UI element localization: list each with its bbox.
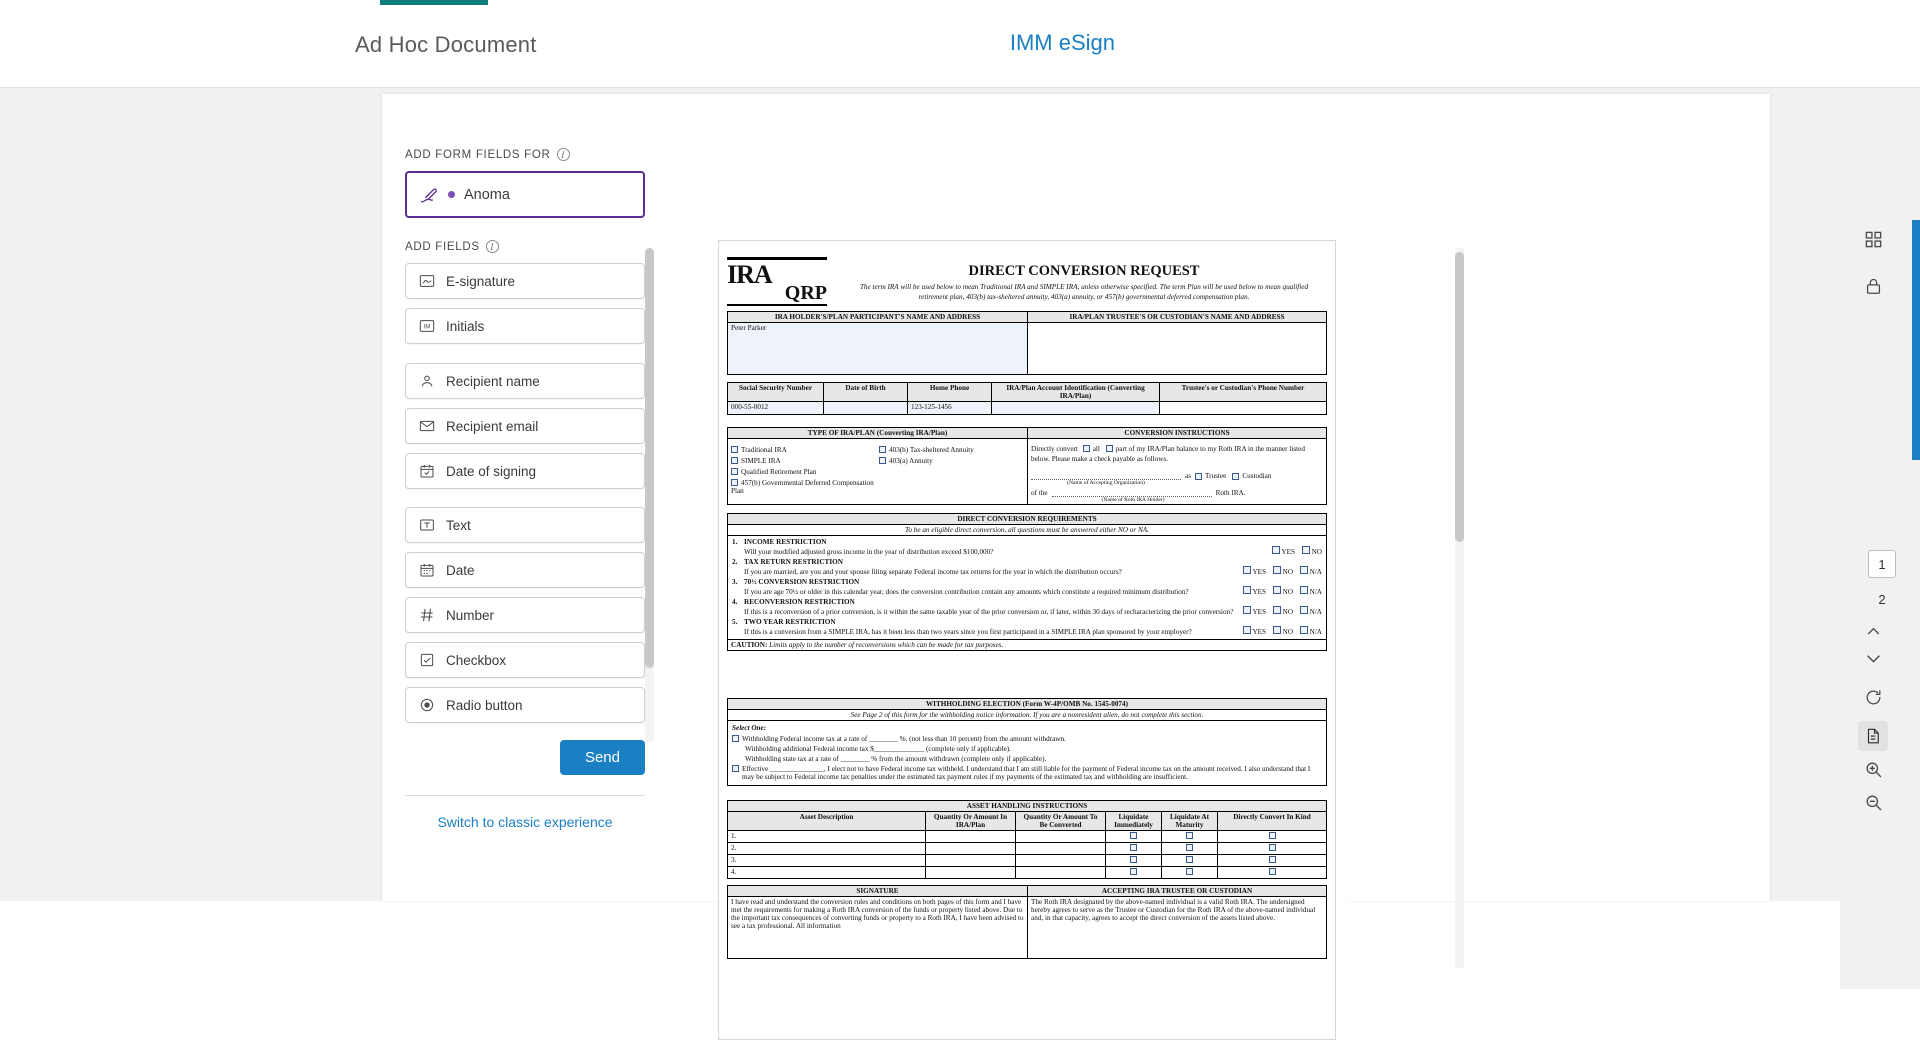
conversion-instructions-cell [1028, 439, 1327, 505]
req-title-5: TWO YEAR RESTRICTION [744, 618, 836, 626]
requirements-table [727, 513, 1327, 651]
envelope-icon [418, 418, 435, 435]
requirements-list-cell [728, 536, 1327, 640]
trustee-name-value[interactable] [1028, 323, 1327, 375]
dob-header: Date of Birth [824, 383, 908, 402]
field-number[interactable] [405, 597, 645, 633]
requirement-item [732, 618, 1322, 636]
checkbox-req2-no[interactable] [1273, 566, 1281, 574]
text-box-icon [418, 517, 435, 534]
req-title-1: INCOME RESTRICTION [744, 538, 827, 546]
form-note: The term IRA will be used below to mean Traditional IRA and SIMPLE IRA, unless otherwise specified. The term Plan will be used below to mean qualified retirement plan, 403(b) tax-sheltered annuity, 403(a) annuity, or 457(b) governmental deferred compensation plan. [859, 283, 1309, 301]
home-phone-value[interactable]: 123-125-1456 [908, 402, 992, 415]
signature-icon [418, 273, 435, 290]
asset-qty-3[interactable] [926, 867, 1016, 879]
checkbox-req5-no[interactable] [1273, 626, 1281, 634]
field-esignature-label: E-signature [446, 273, 516, 289]
add-form-fields-for-label [405, 148, 645, 161]
trustee-phone-header: Trustee's or Custodian's Phone Number [1160, 383, 1327, 402]
home-phone-header: Home Phone [908, 383, 992, 402]
roth-holder-input[interactable] [1052, 488, 1212, 497]
ssn-value[interactable]: 000-55-0012 [728, 402, 824, 415]
conversion-roth-label: Roth IRA. [1215, 488, 1246, 497]
asset-liq-mat-3[interactable] [1162, 867, 1218, 879]
req-title-3: 70½ CONVERSION RESTRICTION [744, 578, 860, 586]
checkbox-convert-all[interactable] [1083, 445, 1090, 452]
conversion-text-a: Directly convert [1031, 445, 1078, 453]
req-text-1: Will your modified adjusted gross income in the year of distribution exceed $100,000? [744, 548, 994, 556]
asset-col-0: Asset Description [728, 812, 926, 831]
trustee-header: IRA/PLAN TRUSTEE'S OR CUSTODIAN'S NAME AND ADDRESS [1028, 312, 1327, 323]
requirements-sub: To be an eligible direct conversion, all questions must be answered either NO or NA. [728, 525, 1327, 536]
viewer-scrollbar[interactable] [1455, 248, 1464, 968]
checkbox-icon [418, 652, 435, 669]
accepting-text: The Roth IRA designated by the above-named individual is a valid Roth IRA. The undersigned hereby agrees to serve as the Trustee or Custodian for the Roth IRA of the above-named individual and, in that capacity, agrees to accept the direct conversion of the assets listed above. [1028, 897, 1327, 959]
asset-conv-0[interactable] [1016, 831, 1106, 843]
conversion-header: CONVERSION INSTRUCTIONS [1028, 428, 1327, 439]
asset-liq-mat-2[interactable] [1162, 855, 1218, 867]
asset-handling-table [727, 800, 1327, 879]
asset-header: ASSET HANDLING INSTRUCTIONS [728, 801, 1327, 812]
req-num-3: 3. [732, 578, 738, 586]
add-fields-text: ADD FIELDS [405, 240, 480, 253]
req1-yes-label: YES [1281, 548, 1296, 556]
asset-conv-3[interactable] [1016, 867, 1106, 879]
asset-col-5: Directly Convert In Kind [1218, 812, 1327, 831]
checkbox-req1-no[interactable] [1302, 546, 1310, 554]
req4-no-label: NO [1282, 608, 1294, 616]
req-num-1: 1. [732, 538, 738, 546]
req3-na-label: N/A [1309, 588, 1322, 596]
withholding-option-3: Effective _______________, I elect not to have Federal income tax withheld. I understand that I am still liable for the payment of Federal income tax on the amount received. I also understand that I may be subject to Federal income tax penalties under the estimated tax payment rules if my payments of the estimated tax and withholding are insufficient. [742, 765, 1311, 781]
withholding-options-cell [728, 721, 1327, 786]
viewer-scrollbar-thumb[interactable] [1455, 252, 1464, 542]
zoom-in-icon[interactable] [1858, 754, 1888, 784]
panel-scrollbar-thumb[interactable] [645, 248, 654, 668]
table-row [728, 867, 1327, 879]
form-title: DIRECT CONVERSION REQUEST [968, 263, 1200, 279]
type-option-r0: 403(b) Tax-sheltered Annuity [889, 446, 974, 454]
workspace [0, 88, 1920, 930]
field-recipient-name-label: Recipient name [446, 373, 540, 389]
identification-table [727, 382, 1327, 415]
asset-in-kind-3[interactable] [1218, 867, 1327, 879]
asset-qty-0[interactable] [926, 831, 1016, 843]
signature-text: I have read and understand the conversion rules and conditions on both pages of this form and I have met the requirements for making a Roth IRA conversion of the funds or property listed above. Due to the important tax consequences of converting funds or property to a Roth IRA, I have been advised to see a tax professional. All information [728, 897, 1028, 959]
field-initials-label: Initials [446, 318, 485, 334]
req-num-4: 4. [732, 598, 738, 606]
zoom-out-icon[interactable] [1858, 787, 1888, 817]
conversion-of-the-label: of the [1031, 488, 1048, 497]
initials-icon [418, 318, 435, 335]
page-number-1[interactable]: 1 [1868, 550, 1896, 578]
asset-row-label-2: 3. [728, 855, 926, 867]
requirement-item [732, 578, 1322, 596]
asset-liq-mat-1[interactable] [1162, 843, 1218, 855]
checkbox-qrp[interactable] [731, 468, 738, 475]
field-text-label: Text [446, 517, 471, 533]
table-row [728, 855, 1327, 867]
accepting-org-input[interactable] [1031, 471, 1181, 480]
req-text-5: If this is a conversion from a SIMPLE IRA, has it been less than two years since you first participated in a SIMPLE IRA plan sponsored by your employer? [744, 628, 1192, 636]
asset-col-1: Quantity Or Amount In IRA/Plan [926, 812, 1016, 831]
checkbox-457b[interactable] [731, 479, 738, 486]
req1-no-label: NO [1311, 548, 1322, 556]
account-id-value[interactable] [992, 402, 1160, 415]
type-options-cell [728, 439, 1028, 505]
asset-conv-2[interactable] [1016, 855, 1106, 867]
brand-logo: IMM eSign [1009, 30, 1115, 55]
asset-row-label-0: 1. [728, 831, 926, 843]
withholding-sub: See Page 2 of this form for the withholding notice information. If you are a nonresident alien, do not complete this section. [728, 710, 1327, 721]
panel-scrollbar[interactable] [645, 248, 654, 743]
field-recipient-name[interactable] [405, 363, 645, 399]
conversion-trustee-label: Trustee [1205, 471, 1227, 480]
req2-yes-label: YES [1252, 568, 1267, 576]
switch-to-classic-link[interactable]: Switch to classic experience [405, 795, 645, 830]
roth-holder-caption: (Name of Roth IRA Holder) [1101, 496, 1165, 503]
conversion-as-label: as [1185, 471, 1191, 480]
asset-liq-now-1[interactable] [1106, 843, 1162, 855]
person-icon [418, 373, 435, 390]
withholding-table [727, 698, 1327, 786]
asset-col-3: Liquidate Immediately [1106, 812, 1162, 831]
req4-yes-label: YES [1252, 608, 1267, 616]
checkbox-req3-yes[interactable] [1243, 586, 1251, 594]
req-num-2: 2. [732, 558, 738, 566]
caution-text: Limits apply to the number of reconversions which can be made for tax purposes. [769, 641, 1004, 649]
field-date-of-signing[interactable] [405, 453, 645, 489]
asset-liq-now-3[interactable] [1106, 867, 1162, 879]
checkbox-no-withholding[interactable] [732, 765, 739, 772]
caution-label: CAUTION: [731, 641, 768, 649]
field-recipient-email-label: Recipient email [446, 418, 539, 434]
withholding-header: WITHHOLDING ELECTION (Form W-4P/OMB No. 1545-0074) [728, 699, 1327, 710]
checkbox-req1-yes[interactable] [1272, 546, 1280, 554]
send-button[interactable]: Send [560, 740, 645, 775]
type-option-1: SIMPLE IRA [741, 457, 781, 465]
checkbox-403a[interactable] [879, 457, 886, 464]
field-number-label: Number [446, 607, 495, 623]
svg-text:IM: IM [423, 324, 430, 331]
withholding-option-1: Withholding additional Federal income tax $______________ (complete only if applicable). [745, 745, 1011, 753]
field-checkbox[interactable] [405, 642, 645, 678]
chevron-up-icon[interactable] [1858, 616, 1888, 646]
checkbox-withhold-federal[interactable] [732, 735, 739, 742]
field-radio-button[interactable] [405, 687, 645, 723]
checkbox-simple-ira[interactable] [731, 457, 738, 464]
withholding-option-2: Withholding state tax at a rate of ________ % from the amount withdrawn (complete only if applicable). [745, 755, 1047, 763]
req2-na-label: N/A [1309, 568, 1322, 576]
req-text-4: If this is a reconversion of a prior conversion, is it within the same taxable year of the prior conversion or, if later, within 30 days of recharacterizing the prior conversion? [744, 608, 1234, 616]
recipient-name-label: Anoma [464, 186, 510, 203]
page-number-2[interactable]: 2 [1878, 591, 1886, 607]
accepting-header: ACCEPTING IRA TRUSTEE OR CUSTODIAN [1028, 886, 1327, 897]
checkbox-convert-part[interactable] [1106, 445, 1113, 452]
viewer-toolbar [1840, 176, 1920, 989]
table-row [728, 831, 1327, 843]
type-option-0: Traditional IRA [741, 446, 787, 454]
checkbox-req3-na[interactable] [1300, 586, 1308, 594]
active-tab-indicator [380, 0, 488, 5]
asset-in-kind-1[interactable] [1218, 843, 1327, 855]
asset-row-label-1: 2. [728, 843, 926, 855]
requirements-header: DIRECT CONVERSION REQUIREMENTS [728, 514, 1327, 525]
asset-liq-now-0[interactable] [1106, 831, 1162, 843]
checkbox-req4-yes[interactable] [1243, 606, 1251, 614]
signature-table [727, 885, 1327, 959]
asset-qty-1[interactable] [926, 843, 1016, 855]
top-bar [0, 0, 1920, 88]
type-option-2: Qualified Retirement Plan [741, 468, 817, 476]
req-num-5: 5. [732, 618, 738, 626]
form-logo [727, 257, 827, 306]
info-icon[interactable]: I [557, 148, 570, 161]
type-option-3: 457(b) Governmental Deferred Compensation Plan [731, 479, 874, 495]
req3-yes-label: YES [1252, 588, 1267, 596]
trustee-phone-value[interactable] [1160, 402, 1327, 415]
field-checkbox-label: Checkbox [446, 652, 507, 668]
info-icon-2[interactable]: I [486, 240, 499, 253]
checkbox-req2-na[interactable] [1300, 566, 1308, 574]
asset-col-4: Liquidate At Maturity [1162, 812, 1218, 831]
holder-trustee-table [727, 311, 1327, 375]
select-one-label: Select One: [732, 724, 767, 732]
rotate-icon[interactable] [1858, 682, 1888, 712]
calendar-icon [418, 562, 435, 579]
type-option-r1: 403(a) Annuity [889, 457, 933, 465]
recipient-color-dot [448, 191, 455, 198]
dob-value[interactable] [824, 402, 908, 415]
requirement-item [732, 558, 1322, 576]
fields-panel [405, 148, 645, 830]
ssn-header: Social Security Number [728, 383, 824, 402]
thumbnails-grid-icon[interactable] [1858, 224, 1888, 254]
req-title-4: RECONVERSION RESTRICTION [744, 598, 855, 606]
add-fields-label [405, 240, 645, 253]
checkbox-req4-na[interactable] [1300, 606, 1308, 614]
conversion-text-c: part of my IRA/Plan balance to my Roth IRA in the manner listed below. Please make a check payable as follows. [1031, 445, 1305, 464]
fit-page-icon[interactable] [1858, 721, 1888, 751]
asset-liq-mat-0[interactable] [1162, 831, 1218, 843]
asset-in-kind-2[interactable] [1218, 855, 1327, 867]
field-text[interactable] [405, 507, 645, 543]
logo-line-2: QRP [784, 282, 827, 304]
checkbox-custodian[interactable] [1232, 473, 1239, 480]
checkbox-req5-yes[interactable] [1243, 626, 1251, 634]
calendar-check-icon [418, 463, 435, 480]
hash-icon [418, 607, 435, 624]
account-id-header: IRA/Plan Account Identification (Converting IRA/Plan) [992, 383, 1160, 402]
checkbox-req2-yes[interactable] [1243, 566, 1251, 574]
field-initials[interactable] [405, 308, 645, 344]
table-row [728, 843, 1327, 855]
field-esignature[interactable] [405, 263, 645, 299]
req5-no-label: NO [1282, 628, 1294, 636]
req-text-2: If you are married, are you and your spouse filing separate Federal income tax returns for the year in which the distribution occurs? [744, 568, 1122, 576]
asset-col-2: Quantity Or Amount To Be Converted [1016, 812, 1106, 831]
requirement-item [732, 598, 1322, 616]
holder-name-value[interactable]: Peter Parker [728, 323, 1028, 375]
accepting-org-caption: (Name of Accepting Organization) [1067, 479, 1145, 486]
req-text-3: If you are age 70½ or older in this calendar year, does the conversion contribution contain any amounts which constitute a required minimum distribution? [744, 588, 1189, 596]
page-title: Ad Hoc Document [355, 32, 537, 57]
document-page-1 [718, 240, 1336, 1040]
req5-yes-label: YES [1252, 628, 1267, 636]
logo-line-1: IRA [727, 260, 772, 289]
type-header: TYPE OF IRA/PLAN (Converting IRA/Plan) [728, 428, 1028, 439]
field-date-of-signing-label: Date of signing [446, 463, 537, 479]
window-scrollbar-thumb[interactable] [1912, 220, 1920, 460]
checkbox-trustee[interactable] [1195, 473, 1202, 480]
asset-row-label-3: 4. [728, 867, 926, 879]
checkbox-traditional-ira[interactable] [731, 446, 738, 453]
asset-qty-2[interactable] [926, 855, 1016, 867]
document-viewer[interactable] [718, 240, 1348, 930]
chevron-down-icon[interactable] [1858, 643, 1888, 673]
checkbox-req4-no[interactable] [1273, 606, 1281, 614]
field-radio-button-label: Radio button [446, 697, 523, 713]
req3-no-label: NO [1282, 588, 1294, 596]
asset-liq-now-2[interactable] [1106, 855, 1162, 867]
holder-header: IRA HOLDER'S/PLAN PARTICIPANT'S NAME AND ADDRESS [728, 312, 1028, 323]
signature-pen-icon [419, 185, 439, 205]
recipient-selector[interactable] [405, 171, 645, 218]
radio-button-icon [418, 697, 435, 714]
lock-icon[interactable] [1858, 271, 1888, 301]
withholding-option-0: Withholding Federal income tax at a rate of ________ %. (not less than 10 percent) from the amount withdrawn. [742, 735, 1066, 743]
req2-no-label: NO [1282, 568, 1294, 576]
checkbox-req3-no[interactable] [1273, 586, 1281, 594]
send-row [405, 740, 645, 775]
req5-na-label: N/A [1309, 628, 1322, 636]
asset-in-kind-0[interactable] [1218, 831, 1327, 843]
checkbox-req5-na[interactable] [1300, 626, 1308, 634]
signature-header: SIGNATURE [728, 886, 1028, 897]
type-conversion-table [727, 427, 1327, 505]
field-date-label: Date [446, 562, 475, 578]
field-date[interactable] [405, 552, 645, 588]
req4-na-label: N/A [1309, 608, 1322, 616]
conversion-custodian-label: Custodian [1242, 471, 1272, 480]
asset-conv-1[interactable] [1016, 843, 1106, 855]
field-recipient-email[interactable] [405, 408, 645, 444]
req-title-2: TAX RETURN RESTRICTION [744, 558, 843, 566]
add-form-fields-for-text: ADD FORM FIELDS FOR [405, 148, 551, 161]
requirement-item [732, 538, 1322, 556]
conversion-text-b: all [1092, 445, 1100, 453]
checkbox-403b[interactable] [879, 446, 886, 453]
